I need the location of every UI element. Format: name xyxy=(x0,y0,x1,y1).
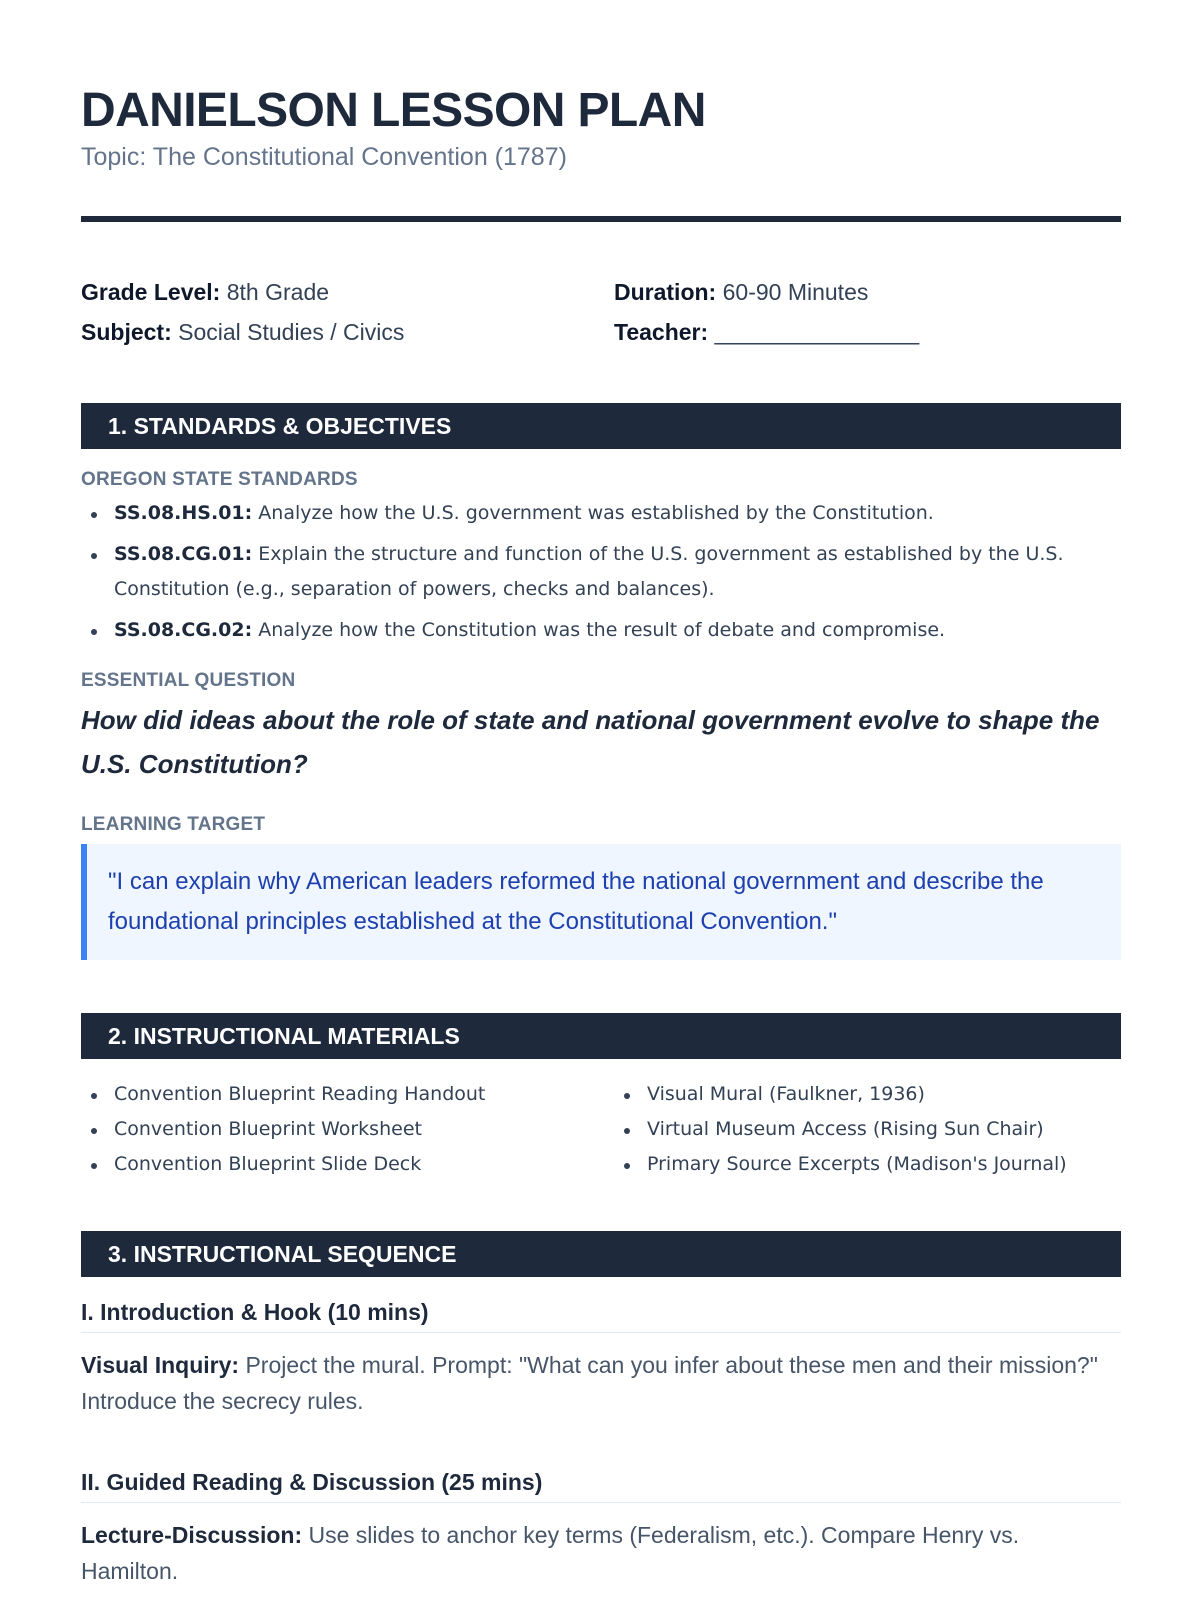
grade-level-value: 8th Grade xyxy=(226,279,330,305)
document-subtitle: Topic: The Constitutional Convention (1787) xyxy=(81,143,567,171)
standard-code: SS.08.HS.01: xyxy=(114,502,253,524)
standard-item xyxy=(81,496,1121,531)
title-divider xyxy=(81,216,1121,222)
standard-text: Analyze how the U.S. government was established by the Constitution. xyxy=(258,502,934,524)
essential-question: How did ideas about the role of state and national government evolve to shape the U.S. Constitution? xyxy=(81,705,1100,779)
teacher-value: ________________ xyxy=(714,319,920,345)
sequence-step-body xyxy=(81,1517,1121,1589)
section-header-materials: 2. INSTRUCTIONAL MATERIALS xyxy=(81,1013,1121,1059)
standard-text: Explain the structure and function of the U.S. government as established by the U.S. Constitution (e.g., separation of powers, checks and balances). xyxy=(114,543,1064,600)
learning-target-label: LEARNING TARGET xyxy=(81,814,266,835)
materials-list xyxy=(81,1077,1121,1187)
learning-target-text: "I can explain why American leaders reformed the national government and describe the foundational principles established at the Constitutional Convention." xyxy=(108,868,1044,935)
teacher-label: Teacher: xyxy=(614,319,709,345)
standard-code: SS.08.CG.01: xyxy=(114,543,253,565)
material-item: Visual Mural (Faulkner, 1936) xyxy=(614,1077,1067,1112)
subject xyxy=(81,312,404,352)
standard-text: Analyze how the Constitution was the result of debate and compromise. xyxy=(258,619,946,641)
grade-level xyxy=(81,272,329,312)
standard-item xyxy=(81,613,1121,648)
standard-code: SS.08.CG.02: xyxy=(114,619,253,641)
standards-list xyxy=(81,496,1121,648)
duration-value: 60-90 Minutes xyxy=(722,279,869,305)
material-item: Convention Blueprint Worksheet xyxy=(81,1112,485,1147)
lesson-meta xyxy=(81,272,1121,352)
duration xyxy=(614,272,868,312)
sequence-step-label: Visual Inquiry: xyxy=(81,1352,240,1378)
sequence-step-label: Lecture-Discussion: xyxy=(81,1522,303,1548)
oregon-standards-label: OREGON STATE STANDARDS xyxy=(81,469,358,490)
learning-target-box xyxy=(81,844,1121,960)
standard-item xyxy=(81,537,1121,607)
subject-label: Subject: xyxy=(81,319,172,345)
materials-column-left xyxy=(81,1077,485,1182)
material-item: Virtual Museum Access (Rising Sun Chair) xyxy=(614,1112,1067,1147)
section-header-standards: 1. STANDARDS & OBJECTIVES xyxy=(81,403,1121,449)
material-item: Convention Blueprint Slide Deck xyxy=(81,1147,485,1182)
grade-level-label: Grade Level: xyxy=(81,279,221,305)
material-item: Convention Blueprint Reading Handout xyxy=(81,1077,485,1112)
material-item: Primary Source Excerpts (Madison's Journal) xyxy=(614,1147,1067,1182)
sequence-step-body xyxy=(81,1347,1121,1419)
sequence-step-text: Project the mural. Prompt: "What can you infer about these men and their mission?" Introduce the secrecy rules. xyxy=(81,1352,1098,1414)
sequence-step-heading: I. Introduction & Hook (10 mins) xyxy=(81,1299,1121,1333)
teacher xyxy=(614,312,919,352)
essential-question-label: ESSENTIAL QUESTION xyxy=(81,670,296,691)
sequence-step-text: Use slides to anchor key terms (Federalism, etc.). Compare Henry vs. Hamilton. xyxy=(81,1522,1020,1584)
duration-label: Duration: xyxy=(614,279,717,305)
document-title: DANIELSON LESSON PLAN xyxy=(81,84,706,137)
sequence-step-heading: II. Guided Reading & Discussion (25 mins) xyxy=(81,1469,1121,1503)
document-content xyxy=(81,0,1121,1589)
section-header-sequence: 3. INSTRUCTIONAL SEQUENCE xyxy=(81,1231,1121,1277)
subject-value: Social Studies / Civics xyxy=(178,319,405,345)
materials-column-right xyxy=(614,1077,1067,1182)
